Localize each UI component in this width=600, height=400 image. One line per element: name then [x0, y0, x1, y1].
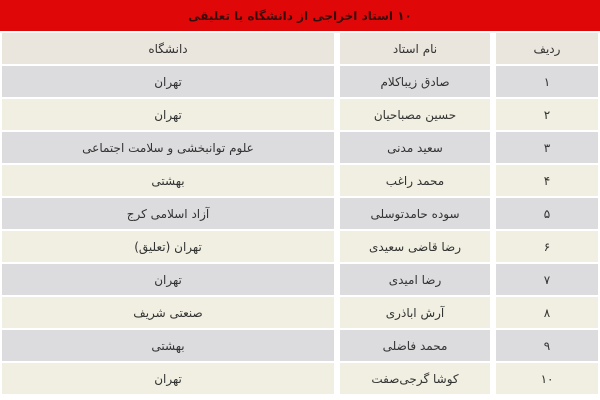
column-header-professor-name: نام استاد	[340, 33, 490, 64]
cell-professor-name: محمد فاضلی	[340, 330, 490, 361]
professors-table	[0, 31, 600, 396]
cell-professor-name: کوشا گرجی‌صفت	[340, 363, 490, 394]
cell-university: بهشتی	[2, 330, 334, 361]
cell-professor-name: سوده حامدتوسلی	[340, 198, 490, 229]
cell-university: تهران	[2, 66, 334, 97]
column-header-university: دانشگاه	[2, 33, 334, 64]
cell-professor-name: آرش اباذری	[340, 297, 490, 328]
cell-row-number: ۸	[496, 297, 598, 328]
cell-row-number: ۲	[496, 99, 598, 130]
title-bar	[0, 0, 600, 31]
cell-professor-name: رضا امیدی	[340, 264, 490, 295]
cell-university: تهران	[2, 264, 334, 295]
cell-professor-name: صادق زیباکلام	[340, 66, 490, 97]
cell-row-number: ۱	[496, 66, 598, 97]
cell-university: تهران (تعلیق)	[2, 231, 334, 262]
cell-row-number: ۳	[496, 132, 598, 163]
cell-professor-name: رضا قاضی سعیدی	[340, 231, 490, 262]
cell-row-number: ۹	[496, 330, 598, 361]
page-title: ۱۰ استاد اخراجی از دانشگاه یا تعلیقی	[188, 8, 412, 23]
cell-university: تهران	[2, 363, 334, 394]
cell-row-number: ۱۰	[496, 363, 598, 394]
cell-professor-name: حسین مصباحیان	[340, 99, 490, 130]
cell-row-number: ۴	[496, 165, 598, 196]
cell-professor-name: محمد راغب	[340, 165, 490, 196]
cell-row-number: ۶	[496, 231, 598, 262]
cell-university: صنعتی شریف	[2, 297, 334, 328]
cell-university: تهران	[2, 99, 334, 130]
cell-row-number: ۷	[496, 264, 598, 295]
cell-university: علوم توانبخشی و سلامت اجتماعی	[2, 132, 334, 163]
column-header-row-number: ردیف	[496, 33, 598, 64]
cell-row-number: ۵	[496, 198, 598, 229]
cell-professor-name: سعید مدنی	[340, 132, 490, 163]
cell-university: بهشتی	[2, 165, 334, 196]
cell-university: آزاد اسلامی کرج	[2, 198, 334, 229]
